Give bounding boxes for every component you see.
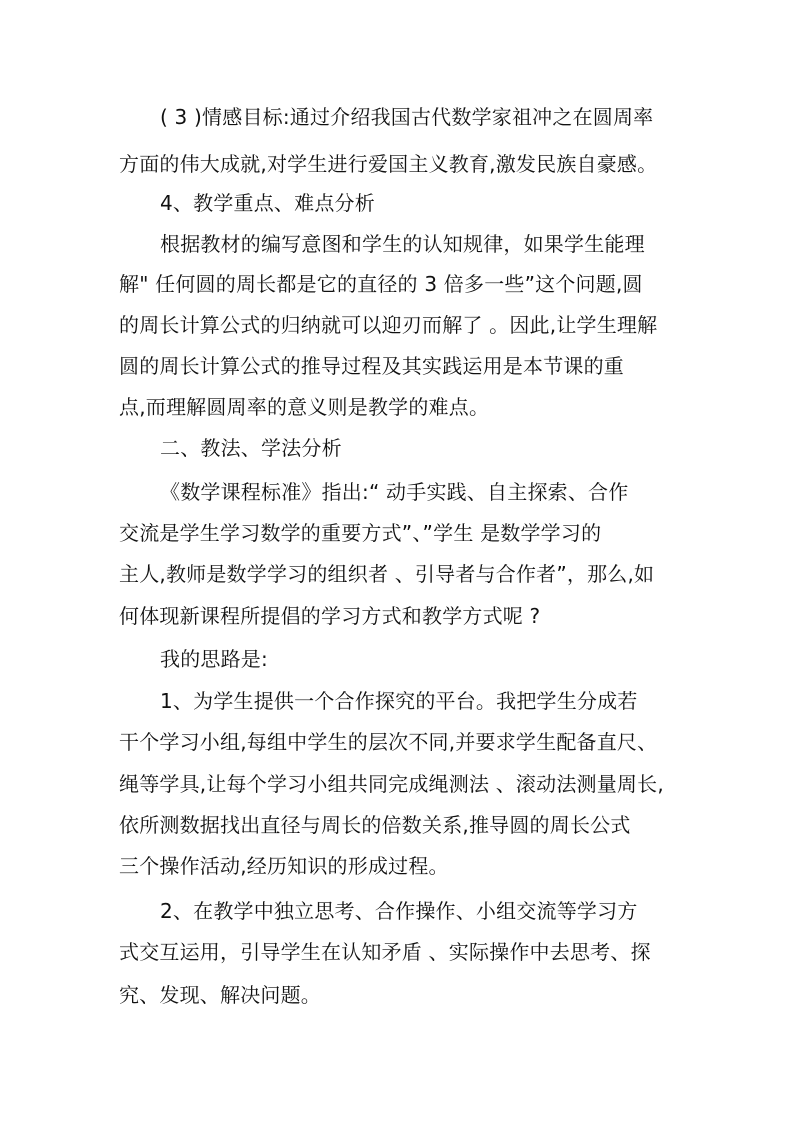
text-line-1: ( 3 )情感目标:通过介绍我国古代数学家祖冲之在圆周率 bbox=[160, 105, 654, 129]
text-line-16: 干个学习小组,每组中学生的层次不同,并要求学生配备直尺、 bbox=[119, 730, 658, 754]
text-line-15: 1、为学生提供一个合作探究的平台。我把学生分成若 bbox=[160, 689, 638, 713]
text-line-21: 式交互运用，引导学生在认知矛盾 、实际操作中去思考、探 bbox=[119, 940, 651, 964]
text-line-6: 的周长计算公式的归纳就可以迎刃而解了 。因此,让学生理解 bbox=[119, 313, 658, 337]
text-line-14: 我的思路是: bbox=[160, 647, 268, 671]
text-line-7: 圆的周长计算公式的推导过程及其实践运用是本节课的重 bbox=[119, 354, 624, 378]
text-line-11: 交流是学生学习数学的重要方式”、”学生 是数学学习的 bbox=[119, 521, 602, 545]
text-line-2: 方面的伟大成就,对学生进行爱国主义教育,激发民族自豪感。 bbox=[119, 152, 658, 176]
text-line-13: 何体现新课程所提倡的学习方式和教学方式呢 ? bbox=[119, 604, 541, 628]
section-heading-key-difficult-points: 4、教学重点、难点分析 bbox=[160, 191, 375, 215]
text-line-4: 根据教材的编写意图和学生的认知规律，如果学生能理 bbox=[160, 232, 645, 256]
text-line-5: 解" 任何圆的周长都是它的直径的 3 倍多一些”这个问题,圆 bbox=[119, 272, 643, 296]
text-line-22: 究、发现、解决问题。 bbox=[119, 983, 321, 1007]
section-heading-teaching-methods: 二、教法、学法分析 bbox=[160, 436, 342, 460]
text-line-12: 主人,教师是数学学习的组织者 、引导者与合作者”，那么,如 bbox=[119, 562, 655, 586]
text-line-17: 绳等学具,让每个学习小组共同完成绳测法 、滚动法测量周长, bbox=[119, 772, 664, 796]
text-line-8: 点,而理解圆周率的意义则是教学的难点。 bbox=[119, 395, 490, 419]
text-line-10: 《数学课程标准》指出:“ 动手实践、自主探索、合作 bbox=[160, 480, 629, 504]
text-line-18: 依所测数据找出直径与周长的倍数关系,推导圆的周长公式 bbox=[119, 813, 631, 837]
text-line-19: 三个操作活动,经历知识的形成过程。 bbox=[119, 854, 449, 878]
text-line-20: 2、在教学中独立思考、合作操作、小组交流等学习方 bbox=[160, 899, 638, 923]
